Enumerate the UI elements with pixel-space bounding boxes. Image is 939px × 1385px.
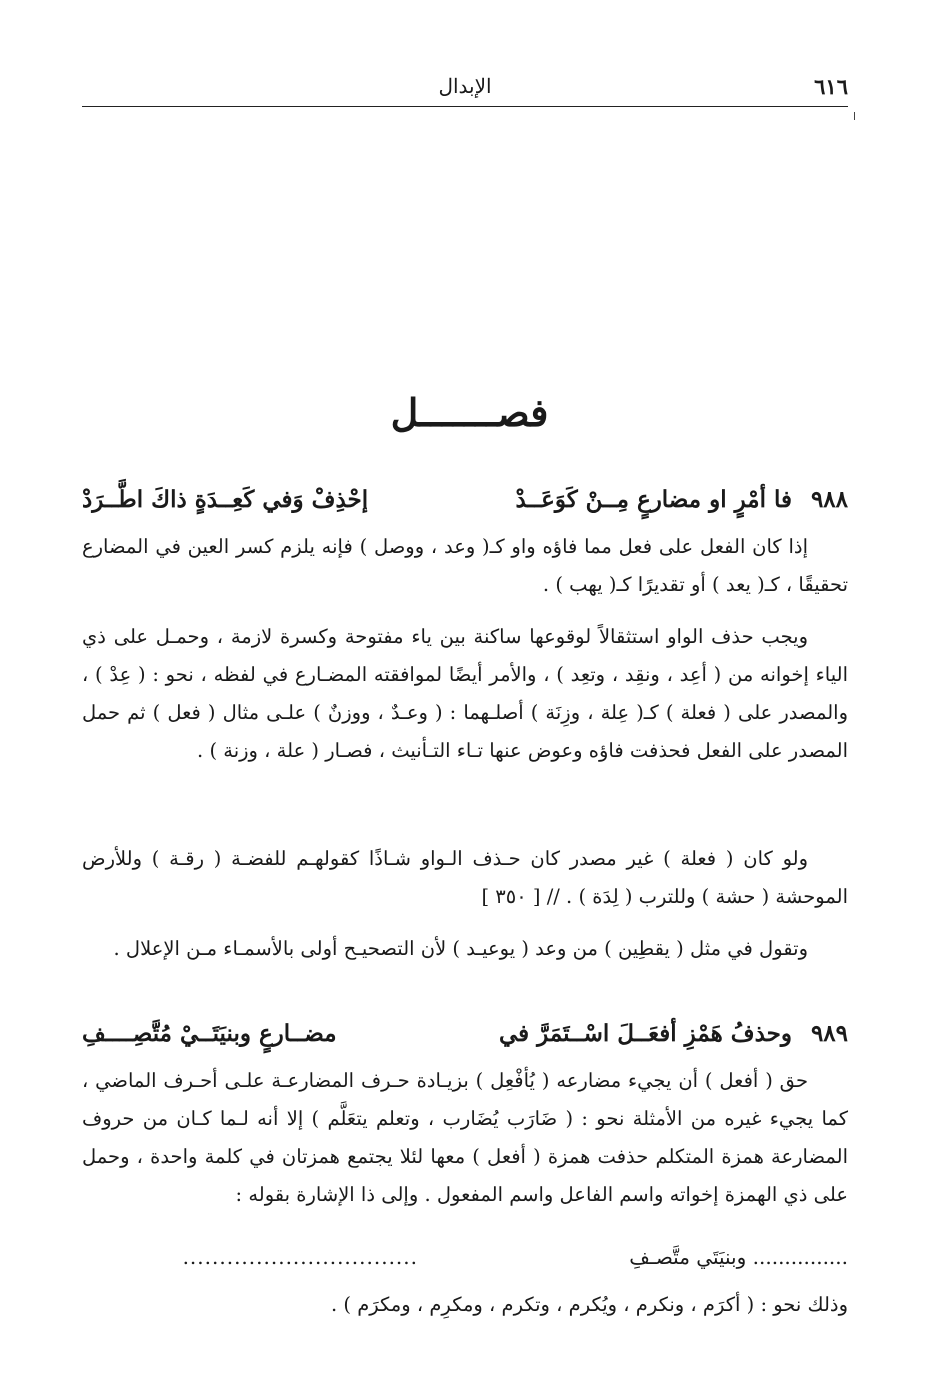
header-rule [82,106,848,107]
paragraph: حق ( أفعل ) أن يجيء مضارعه ( يُأفْعِل ) بزيـادة حـرف المضارعـة علـى أحـرف الماضي ، كما يجيء غيره من الأمثلة نحو : ( ضَارَب يُضَارب ، وتعلم يتعَلَّم ) إلا أنه لـما كـان من حروف المضارعة همزة المتكلم حذفت همزة ( أفعل ) معها لئلا يجتمع همزتان في كلمة واحدة ، وحمل على ذي الهمزة إخواته واسم الفاعل واسم المفعول . وإلى ذا الإشارة بقوله : [82,1069,848,1206]
paragraph: وتقول في مثل ( يقطِين ) من وعد ( يوعيـد ) لأن التصحيـح أولى بالأسمـاء مـن الإعلال . [113,937,808,960]
verse-hemistich-first: وحذفُ هَمْزِ أفعَــلَ اسْــتَمَرَّ في [499,1020,792,1047]
verse-988 [82,478,848,522]
ellipsis-dots: ................................ [182,1245,418,1269]
verse-989 [82,1012,848,1056]
margin-tick [854,112,855,120]
paragraph: ولو كان ( فعلة ) غير مصدر كان حـذف الـواو شـاذًا كقولهـم للفضـة ( رقـة ) وللأرض الموحشة ( حشة ) وللترب ( لِدَة ) . // [ ٣٥٠ ] [82,847,848,908]
verse-hemistich-second: مضــارعٍ وبنيَتَــيْ مُتَّصِــــفِ [82,1020,337,1047]
quoted-hemistich [82,1238,848,1276]
quoted-text: ............... وبنيَتَي متَّصـفِ [629,1245,848,1269]
paragraph: إذا كان الفعل على فعل مما فاؤه واو كـ( وعد ، ووصل ) فإنه يلزم كسر العين في المضارع تحقيقًا ، كـ( يعد ) أو تقديرًا كـ( يهب ) . [82,535,848,596]
verse-number: ٩٨٨ [810,486,848,513]
verse-hemistich-first: فا أمْرٍ او مضارعٍ مِــنْ كَوَعَــدْ [515,486,792,513]
section-heading: فصـــــــل [390,390,549,435]
running-header [82,74,848,104]
running-title: الإبدال [438,74,492,98]
verse-number: ٩٨٩ [810,1020,848,1047]
verse-hemistich-second: إحْذِفْ وَفي كَعِــدَةٍ ذاكَ اطَّــرَدْ [82,486,369,513]
closing-line: وذلك نحو : ( أكرَم ، ونكرم ، ويُكرم ، وتكرم ، ومكرِم ، ومكرَم ) . [331,1293,848,1316]
paragraph: ويجب حذف الواو استثقالاً لوقوعها ساكنة بين ياء مفتوحة وكسرة لازمة ، وحمـل على ذي الياء إخوانه من ( أعِد ، ونقِد ، وتعِد ) ، والأمر أيضًا لموافقته المضـارع في لفظه ، نحو : ( عِدْ ) ، والمصدر على ( فعلة ) كـ( عِلة ، وزِنَة ) أصلـهما : ( وعـدٌ ، ووزنٌ ) علـى مثال ( فعل ) ثم حمل المصدر على الفعل فحذفت فاؤه وعوض عنها تـاء التـأنيث ، فصـار ( علة ، وزنة ) . [82,625,848,762]
page-number: ٦١٦ [814,74,848,99]
